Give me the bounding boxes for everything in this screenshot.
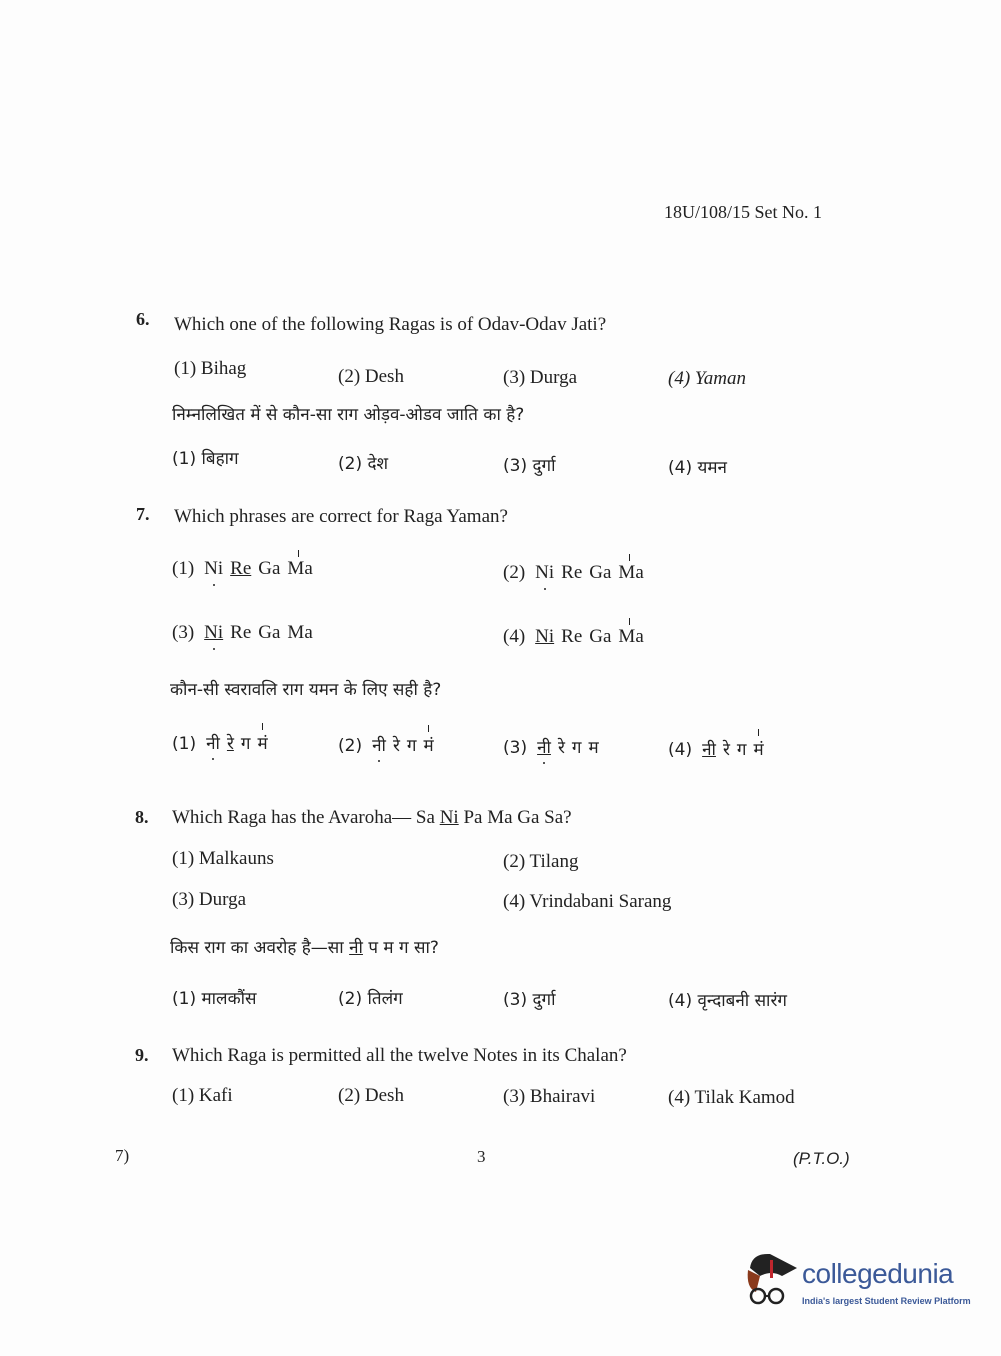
q7-hindi-option-3 [503, 735, 606, 758]
q6-option-2: (2) Desh [338, 366, 404, 387]
q8-hindi-option-4: (4) वृन्दाबनी सारंग [668, 991, 787, 1011]
swara-note: नी [702, 740, 716, 760]
q9-option-1: (1) Kafi [172, 1085, 233, 1106]
q8-hindi-post: प म ग सा? [368, 938, 439, 958]
q7-option-2 [503, 562, 651, 584]
swara-note: रे [557, 738, 565, 758]
page-number: 3 [477, 1147, 486, 1166]
swara-note: Ma [287, 622, 313, 643]
q6-option-1: (1) Bihag [174, 358, 247, 379]
q8-option-3: (3) Durga [172, 889, 247, 910]
q6-text: Which one of the following Ragas is of Odav-Odav Jati? [174, 314, 607, 335]
q8-option-4: (4) Vrindabani Sarang [503, 891, 672, 912]
q6-hindi-text: निम्नलिखित में से कौन-सा राग ओड़व-ओडव जाति का है? [172, 405, 525, 425]
q7-hindi-text: कौन-सी स्वरावलि राग यमन के लिए सही है? [170, 680, 442, 700]
swara-note: Ma [618, 562, 644, 583]
swara-note: नी [537, 735, 551, 758]
swara-note: ग [406, 736, 417, 756]
q6-option-4: (4) Yaman [668, 368, 746, 389]
q9-option-4: (4) Tilak Kamod [668, 1087, 795, 1108]
swara-note: मं [423, 733, 433, 756]
swara-note: Ma [287, 558, 313, 579]
q6-option-3: (3) Durga [503, 367, 578, 388]
q6-number: 6. [136, 309, 150, 329]
footer-code: 7) [115, 1146, 130, 1165]
swara-note: Ni [204, 622, 224, 643]
option-label: (1) [172, 558, 195, 579]
swara-note: ग [571, 738, 582, 758]
swara-note: Re [561, 626, 583, 647]
q7-number: 7. [136, 504, 150, 524]
q8-option-2: (2) Tilang [503, 851, 579, 872]
swara-note: ग [240, 734, 251, 754]
pto-label: (P.T.O.) [793, 1149, 850, 1168]
swara-note: Re [230, 558, 252, 579]
option-label: (3) [172, 622, 195, 643]
q7-hindi-option-2 [338, 733, 441, 756]
swara-note: Re [561, 562, 583, 583]
swara-note: ग [736, 740, 747, 760]
swara-note: Ga [258, 558, 281, 579]
set-code: 18U/108/15 Set No. 1 [664, 202, 823, 222]
q7-option-4 [503, 626, 651, 648]
q8-text-pre: Which Raga has the Avaroha— Sa [172, 807, 435, 828]
q8-text-post: Pa Ma Ga Sa? [463, 807, 572, 828]
q8-option-1: (1) Malkauns [172, 848, 274, 869]
collegedunia-logo [742, 1248, 972, 1318]
q8-hindi-ni: नी [349, 938, 363, 958]
q8-hindi-option-3: (3) दुर्गा [503, 990, 556, 1010]
q8-hindi-option-2: (2) तिलंग [338, 989, 403, 1009]
swara-note: रे [392, 736, 400, 756]
swara-note: Ga [589, 562, 612, 583]
swara-note: मं [753, 737, 763, 760]
q6-hindi-option-4: (4) यमन [668, 458, 727, 478]
logo-tagline: India's largest Student Review Platform [802, 1296, 971, 1306]
option-label: (3) [503, 738, 528, 758]
q6-hindi-option-2: (2) देश [338, 454, 389, 474]
q7-option-3 [172, 622, 320, 644]
swara-note: नी [206, 731, 220, 754]
swara-note: नी [372, 733, 386, 756]
q9-text: Which Raga is permitted all the twelve Notes in its Chalan? [172, 1045, 627, 1066]
swara-note: रे [226, 734, 234, 754]
swara-note: म [588, 738, 599, 758]
q7-hindi-option-4 [668, 737, 771, 760]
option-label: (1) [172, 734, 197, 754]
swara-note: Ni [535, 562, 555, 583]
option-label: (4) [668, 740, 693, 760]
logo-name: collegedunia [802, 1258, 954, 1289]
option-label: (4) [503, 626, 526, 647]
option-label: (2) [338, 736, 363, 756]
q9-option-3: (3) Bhairavi [503, 1086, 596, 1107]
mascot-icon [742, 1248, 802, 1313]
q6-hindi-option-1: (1) बिहाग [172, 449, 239, 469]
swara-note: Ga [589, 626, 612, 647]
q7-option-1 [172, 558, 320, 580]
q8-text [172, 807, 572, 829]
swara-note: Ni [204, 558, 224, 579]
q8-text-ni: Ni [439, 807, 459, 828]
q9-option-2: (2) Desh [338, 1085, 404, 1106]
q6-hindi-option-3: (3) दुर्गा [503, 456, 556, 476]
swara-note: Ni [535, 626, 555, 647]
swara-note: Ga [258, 622, 281, 643]
swara-note: मं [257, 731, 267, 754]
q8-hindi-text [170, 935, 439, 958]
q7-text: Which phrases are correct for Raga Yaman? [174, 506, 508, 527]
q7-hindi-option-1 [172, 731, 275, 754]
swara-note: रे [722, 740, 730, 760]
q9-number: 9. [135, 1045, 149, 1065]
swara-note: Ma [618, 626, 644, 647]
swara-note: Re [230, 622, 252, 643]
q8-number: 8. [135, 807, 149, 827]
option-label: (2) [503, 562, 526, 583]
q8-hindi-option-1: (1) मालकौंस [172, 989, 257, 1009]
q8-hindi-pre: किस राग का अवरोह है—सा [170, 938, 344, 958]
